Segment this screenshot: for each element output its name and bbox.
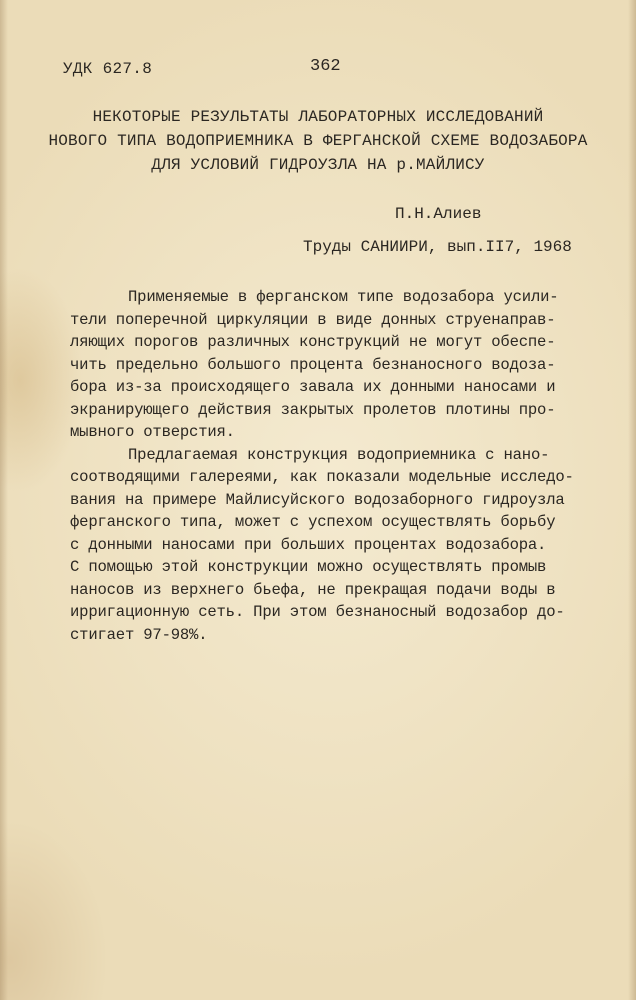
paragraph-1: [70, 286, 590, 444]
text-line: стигает 97-98%.: [70, 625, 208, 644]
title-line: НОВОГО ТИПА ВОДОПРИЕМНИКА В ФЕРГАНСКОЙ СХЕМЕ ВОДОЗАБОРА: [48, 132, 588, 150]
text-line: С помощью этой конструкции можно осуществлять промыв: [70, 558, 547, 576]
title-line: НЕКОТОРЫЕ РЕЗУЛЬТАТЫ ЛАБОРАТОРНЫХ ИССЛЕДОВАНИЙ: [92, 108, 544, 126]
text-line: соотводящими галереями, как показали модельные исследо-: [70, 468, 574, 486]
text-line: наносов из верхнего бьефа, не прекращая подачи воды в: [70, 580, 556, 599]
udk-code: УДК 627.8: [63, 60, 153, 78]
text-line: чить предельно большого процента безнаносного водоза-: [70, 355, 556, 374]
title-line: ДЛЯ УСЛОВИЙ ГИДРОУЗЛА НА р.МАЙЛИСУ: [151, 156, 485, 174]
author-name: П.Н.Алиев: [395, 205, 482, 223]
text-line: Предлагаемая конструкция водоприемника с нано-: [128, 445, 550, 464]
text-line: экранирующего действия закрытых пролетов плотины про-: [70, 400, 556, 419]
text-line: Применяемые в ферганском типе водозабора усили-: [128, 288, 559, 306]
paragraph-2: [70, 444, 590, 647]
text-line: ирригационную сеть. При этом безнаносный водозабор до-: [70, 603, 565, 621]
document-title: [0, 105, 636, 177]
abstract-body: [70, 286, 590, 646]
text-line: ляющих порогов различных конструкций не могут обеспе-: [70, 333, 556, 351]
text-line: с донными наносами при больших процентах водозабора.: [70, 535, 547, 554]
text-line: бора из-за происходящего завала их донными наносами и: [70, 378, 556, 396]
publication-source: Труды САНИИРИ, вып.II7, 1968: [303, 238, 572, 256]
text-line: ферганского типа, может с успехом осуществлять борьбу: [70, 513, 556, 531]
text-line: мывного отверстия.: [70, 423, 235, 441]
page-number: 362: [310, 57, 341, 76]
text-line: вания на примере Майлисуйского водозаборного гидроузла: [70, 490, 565, 509]
text-line: тели поперечной циркуляции в виде донных струенапрaв-: [70, 310, 556, 329]
